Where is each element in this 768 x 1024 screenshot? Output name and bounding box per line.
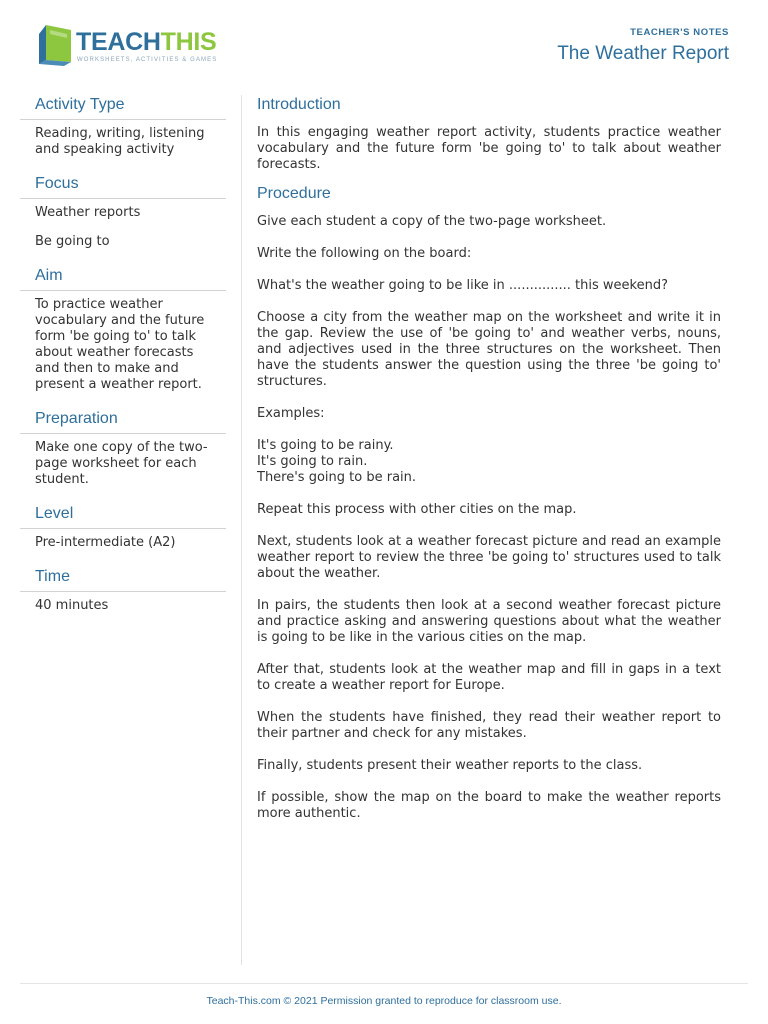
procedure-paragraph: Write the following on the board: — [257, 246, 472, 261]
page-title: The Weather Report — [557, 43, 729, 64]
introduction-text: In this engaging weather report activity, students practice weather vocabulary and the future form 'be going to' to talk about weather forecasts. — [257, 125, 721, 172]
footer-copyright: Teach-This.com © 2021 Permission granted to reproduce for classroom use. — [206, 995, 562, 1007]
introduction-heading: Introduction — [257, 96, 341, 113]
brand-tagline: WORKSHEETS, ACTIVITIES & GAMES — [77, 57, 218, 63]
procedure-paragraph: Repeat this process with other cities on the map. — [257, 502, 577, 517]
example-sentence: There's going to be rain. — [257, 470, 417, 485]
section-text: Make one copy of the two-page worksheet for each student. — [35, 440, 208, 487]
procedure-paragraph: When the students have finished, they read their weather report to their partner and check for any mistakes. — [257, 710, 721, 741]
logo — [36, 22, 236, 68]
sidebar — [20, 95, 226, 630]
procedure-paragraph: After that, students look at the weather map and fill in gaps in a text to create a weather report for Europe. — [257, 662, 721, 693]
teachers-notes-label: TEACHER'S NOTES — [630, 27, 729, 38]
brand-teach: TEACH — [76, 28, 161, 56]
section-time — [20, 567, 226, 614]
section-heading: Activity Type — [20, 95, 226, 120]
procedure-paragraph: Next, students look at a weather forecast picture and read an example weather report to review the three 'be going to' structures used to talk about the weather. — [257, 534, 721, 581]
section-activity-type — [20, 95, 226, 158]
procedure-paragraph: Give each student a copy of the two-page worksheet. — [257, 214, 607, 229]
section-text: Reading, writing, listening and speaking activity — [35, 126, 205, 157]
procedure-paragraph: What's the weather going to be like in ............... this weekend? — [257, 278, 668, 293]
example-sentence: It's going to rain. — [257, 454, 368, 469]
section-text: 40 minutes — [35, 598, 109, 613]
section-text: To practice weather vocabulary and the future form 'be going to' to talk about weather forecasts and then to make and present a weather report. — [35, 297, 205, 392]
section-heading: Time — [20, 567, 226, 592]
footer-divider — [20, 983, 748, 984]
section-aim — [20, 266, 226, 393]
brand-name — [76, 28, 216, 56]
section-text: Be going to — [35, 234, 110, 249]
column-divider — [241, 95, 242, 965]
procedure-paragraph: Choose a city from the weather map on the worksheet and write it in the gap. Review the use of 'be going to' and weather verbs, nouns, and adjectives used in the three structures on the worksheet. Then have the students answer the question using the three 'be going to' structures. — [257, 310, 721, 389]
section-level — [20, 504, 226, 551]
section-heading: Aim — [20, 266, 226, 291]
procedure-paragraph: Finally, students present their weather reports to the class. — [257, 758, 643, 773]
procedure-heading: Procedure — [257, 185, 331, 202]
brand-this: THIS — [160, 28, 217, 56]
section-text: Weather reports — [35, 205, 141, 220]
section-preparation — [20, 409, 226, 488]
main-content — [257, 95, 721, 838]
section-text: Pre-intermediate (A2) — [35, 535, 176, 550]
procedure-paragraph: If possible, show the map on the board to make the weather reports more authentic. — [257, 790, 721, 821]
section-heading: Focus — [20, 174, 226, 199]
section-heading: Level — [20, 504, 226, 529]
section-focus — [20, 174, 226, 250]
example-sentence: It's going to be rainy. — [257, 438, 394, 453]
book-logo-icon — [36, 22, 74, 66]
procedure-paragraph: Examples: — [257, 406, 325, 421]
procedure-paragraph: In pairs, the students then look at a second weather forecast picture and practice asking and answering questions about what the weather is going to be like in the various cities on the map. — [257, 598, 721, 645]
section-heading: Preparation — [20, 409, 226, 434]
